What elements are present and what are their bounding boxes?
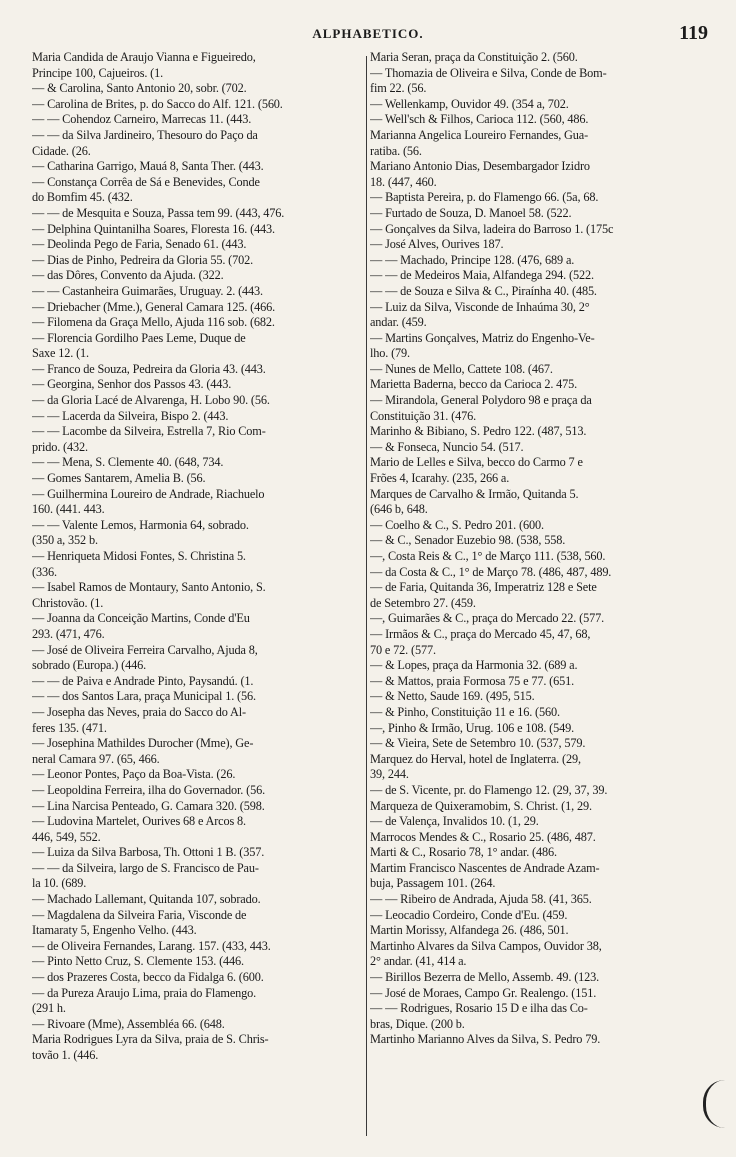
right-entry-line: — Coelho & C., S. Pedro 201. (600. [370,517,544,532]
right-entry-line: Frões 4, Icarahy. (235, 266 a. [370,471,510,486]
right-entry-line: Mario de Lelles e Silva, becco do Carmo 7 e [370,455,583,470]
left-entry-line: — — Valente Lemos, Harmonia 64, sobrado. [32,517,249,532]
right-entry-line: —, Pinho & Irmão, Urug. 106 e 108. (549. [370,720,575,735]
left-entry-line: 293. (471, 476. [32,626,105,641]
right-entry-line: — & Fonseca, Nuncio 54. (517. [370,439,524,454]
right-entry-line: — Luiz da Silva, Visconde de Inhaúma 30, 2° [370,299,590,314]
left-entry-line: — Leonor Pontes, Paço da Boa-Vista. (26. [32,767,236,782]
right-entry-line: — Wellenkamp, Ouvidor 49. (354 a, 702. [370,96,569,111]
entry-columns [32,50,710,1145]
left-entry-line: — Catharina Garrigo, Mauá 8, Santa Ther. (443. [32,159,264,174]
left-entry-line: — Dias de Pinho, Pedreira da Gloria 55. (702. [32,252,254,267]
left-entry-line: neral Camara 97. (65, 466. [32,751,160,766]
right-entry-line: 39, 244. [370,767,409,782]
right-entry-line: buja, Passagem 101. (264. [370,876,496,891]
left-entry-line: Maria Rodrigues Lyra da Silva, praia de S. Chris- [32,1032,269,1047]
left-entry-line: — Deolinda Pego de Faria, Senado 61. (443. [32,237,247,252]
right-entry-line: — de S. Vicente, pr. do Flamengo 12. (29, 37, 39. [370,782,608,797]
left-entry-line: Cidade. (26. [32,143,91,158]
left-entry-line: — Josepha das Neves, praia do Sacco do Al- [32,704,246,719]
right-entry-line: Marianna Angelica Loureiro Fernandes, Gua- [370,127,589,142]
left-entry-line: — Gomes Santarem, Amelia B. (56. [32,471,206,486]
left-entry-line: (336. [32,564,57,579]
column-divider [366,56,367,1136]
left-entry-line: (291 h. [32,1001,66,1016]
left-entry-line: — Rivoare (Mme), Assembléa 66. (648. [32,1016,225,1031]
left-entry-line: 446, 549, 552. [32,829,101,844]
left-column [32,50,364,1064]
right-column [370,50,710,1048]
left-entry-line: sobrado (Europa.) (446. [32,658,147,673]
right-entry-line: — & C., Senador Euzebio 98. (538, 558. [370,533,566,548]
right-entry-line: bras, Dique. (200 b. [370,1016,465,1031]
right-entry-line: — Furtado de Souza, D. Manoel 58. (522. [370,205,572,220]
left-entry-line: prido. (432. [32,439,88,454]
right-entry-line: — Martins Gonçalves, Matriz do Engenho-Ve- [370,330,595,345]
right-entry-line: Marqueza de Quixeramobim, S. Christ. (1, 29. [370,798,592,813]
right-entry-line: — — Rodrigues, Rosario 15 D e ilha das Co- [370,1001,588,1016]
left-entry-line: — da Gloria Lacé de Alvarenga, H. Lobo 90. (56. [32,393,270,408]
right-entry-line: — de Faria, Quitanda 36, Imperatriz 128 e Sete [370,580,597,595]
left-entry-line: 160. (441. 443. [32,502,105,517]
left-entry-line: — — Lacombe da Silveira, Estrella 7, Rio Com- [32,424,266,439]
left-entry-line: — — de Mesquita e Souza, Passa tem 99. (443, 476. [32,205,285,220]
left-entry-line: — Isabel Ramos de Montaury, Santo Antonio, S. [32,580,266,595]
right-entry-line: Marques de Carvalho & Irmão, Quitanda 5. [370,486,579,501]
left-entry-line: — Guilhermina Loureiro de Andrade, Riachuelo [32,486,265,501]
left-entry-line: — Machado Lallemant, Quitanda 107, sobrado. [32,892,261,907]
right-entry-line: —, Guimarães & C., praça do Mercado 22. (577. [370,611,604,626]
left-entry-line: do Bomfim 45. (432. [32,190,133,205]
right-entry-line: Martinho Marianno Alves da Silva, S. Pedro 79. [370,1032,601,1047]
right-entry-line: — & Netto, Saude 169. (495, 515. [370,689,535,704]
right-entry-line: Mariano Antonio Dias, Desembargador Izidro [370,159,590,174]
right-entry-line: Martin Morissy, Alfandega 26. (486, 501. [370,923,569,938]
right-entry-line: — & Mattos, praia Formosa 75 e 77. (651. [370,673,575,688]
right-entry-line: — — de Souza e Silva & C., Piraínha 40. (485. [370,283,597,298]
left-entry-line: — Carolina de Brites, p. do Sacco do Alf. 121. (560. [32,96,283,111]
left-entry-line: — — da Silva Jardineiro, Thesouro do Paço da [32,127,258,142]
right-entry-line: — José de Moraes, Campo Gr. Realengo. (151. [370,985,597,1000]
left-entry-line: — Lina Narcisa Penteado, G. Camara 320. (598. [32,798,265,813]
left-entry-line: — Filomena da Graça Mello, Ajuda 116 sob. (682. [32,315,275,330]
left-entry-line: — — Lacerda da Silveira, Bispo 2. (443. [32,408,229,423]
right-entry-line: 18. (447, 460. [370,174,437,189]
left-entry-line: — Delphina Quintanilha Soares, Floresta 16. (443. [32,221,275,236]
left-entry-line: feres 135. (471. [32,720,107,735]
right-entry-line: — Thomazia de Oliveira e Silva, Conde de Bom- [370,65,607,80]
left-entry-line: — Henriqueta Midosi Fontes, S. Christina 5. [32,549,246,563]
left-entry-line: — — Castanheira Guimarães, Uruguay. 2. (443. [32,283,263,298]
right-entry-line: Martinho Alvares da Silva Campos, Ouvidor 38, [370,938,602,953]
left-entry-line: — — de Paiva e Andrade Pinto, Paysandú. (1. [32,673,254,688]
left-entry-line: (350 a, 352 b. [32,533,98,548]
left-entry-line: — Magdalena da Silveira Faria, Visconde de [32,907,247,922]
right-entry-line: Constituição 31. (476. [370,408,476,423]
right-entry-line: — José Alves, Ourives 187. [370,237,504,252]
left-entry-line: — da Pureza Araujo Lima, praia do Flamengo. [32,985,257,1000]
right-entry-line: Marrocos Mendes & C., Rosario 25. (486, 487. [370,829,596,844]
left-entry-line: — José de Oliveira Ferreira Carvalho, Ajuda 8, [32,642,258,657]
left-entry-line: — — da Silveira, largo de S. Francisco de Pau- [32,860,259,875]
page-number: 119 [679,22,708,44]
running-title: ALPHABETICO. [312,26,424,41]
left-entry-line: Saxe 12. (1. [32,346,89,361]
left-entry-line: — Florencia Gordilho Paes Leme, Duque de [32,330,246,345]
left-entry-line: — dos Prazeres Costa, becco da Fidalga 6. (600. [32,970,264,985]
right-entry-line: — Baptista Pereira, p. do Flamengo 66. (5a, 68. [370,190,599,205]
right-entry-line: — & Vieira, Sete de Setembro 10. (537, 579. [370,736,586,751]
left-entry-line: Maria Candida de Araujo Vianna e Figueiredo, [32,50,256,64]
left-entry-line: — Georgina, Senhor dos Passos 43. (443. [32,377,232,392]
right-entry-line: Marti & C., Rosario 78, 1° andar. (486. [370,845,557,860]
right-entry-line: Martim Francisco Nascentes de Andrade Azam- [370,860,600,875]
left-entry-line: — & Carolina, Santo Antonio 20, sobr. (702. [32,81,247,96]
right-entry-line: — Irmãos & C., praça do Mercado 45, 47, 68, [370,626,591,641]
right-entry-line: — da Costa & C., 1° de Março 78. (486, 487, 489. [370,564,612,579]
left-entry-line: — Pinto Netto Cruz, S. Clemente 153. (446. [32,954,244,969]
left-entry-line: — Constança Corrêa de Sá e Benevides, Conde [32,174,260,189]
right-entry-line: — Mirandola, General Polydoro 98 e praça da [370,393,592,408]
right-entry-line: — Leocadio Cordeiro, Conde d'Eu. (459. [370,907,568,922]
left-entry-line: Christovão. (1. [32,595,104,610]
right-entry-line: — — Machado, Principe 128. (476, 689 a. [370,252,575,267]
right-entry-line: 2° andar. (41, 414 a. [370,954,467,969]
right-entry-line: — Nunes de Mello, Cattete 108. (467. [370,361,553,376]
left-entry-line: tovão 1. (446. [32,1048,99,1062]
right-entry-line: andar. (459. [370,315,427,330]
page-header [0,22,736,48]
left-entry-line: Principe 100, Cajueiros. (1. [32,65,164,80]
right-entry-line: —, Costa Reis & C., 1° de Março 111. (538, 560. [370,549,606,563]
right-entry-line: — de Valença, Invalidos 10. (1, 29. [370,814,539,829]
left-entry-line: — Leopoldina Ferreira, ilha do Governador. (56. [32,782,266,797]
right-entry-line: — Well'sch & Filhos, Carioca 112. (560, 486. [370,112,589,127]
left-entry-line: — — Mena, S. Clemente 40. (648, 734. [32,455,224,470]
right-entry-line: de Setembro 27. (459. [370,595,476,610]
left-entry-line: — das Dôres, Convento da Ajuda. (322. [32,268,224,283]
left-entry-line: Itamaraty 5, Engenho Velho. (443. [32,923,197,938]
right-entry-line: Marietta Baderna, becco da Carioca 2. 475. [370,377,578,392]
left-entry-line: la 10. (689. [32,876,87,891]
right-entry-line: — & Pinho, Constituição 11 e 16. (560. [370,704,560,719]
left-entry-line: — — dos Santos Lara, praça Municipal 1. (56. [32,689,256,704]
right-entry-line: fim 22. (56. [370,81,427,96]
left-entry-line: — Luiza da Silva Barbosa, Th. Ottoni 1 B. (357. [32,845,265,860]
left-entry-line: — — Cohendoz Carneiro, Marrecas 11. (443. [32,112,252,127]
right-entry-line: ratiba. (56. [370,143,422,158]
left-entry-line: — de Oliveira Fernandes, Larang. 157. (433, 443. [32,938,271,953]
right-entry-line: lho. (79. [370,346,410,361]
left-entry-line: — Driebacher (Mme.), General Camara 125. (466. [32,299,276,314]
right-entry-line: (646 b, 648. [370,502,428,517]
right-entry-line: Marinho & Bibiano, S. Pedro 122. (487, 513. [370,424,587,439]
left-entry-line: — Joanna da Conceição Martins, Conde d'Eu [32,611,250,626]
left-entry-line: — Franco de Souza, Pedreira da Gloria 43. (443. [32,361,266,376]
right-entry-line: — — Ribeiro de Andrada, Ajuda 58. (41, 365. [370,892,592,907]
left-entry-line: — Ludovina Martelet, Ourives 68 e Arcos 8. [32,814,246,829]
right-entry-line: — & Lopes, praça da Harmonia 32. (689 a. [370,658,578,673]
left-entry-line: — Josephina Mathildes Durocher (Mme), Ge- [32,736,254,751]
right-entry-line: — Gonçalves da Silva, ladeira do Barroso 1. (175c [370,221,614,236]
right-entry-line: — Birillos Bezerra de Mello, Assemb. 49. (123. [370,970,600,985]
right-entry-line: Maria Seran, praça da Constituição 2. (560. [370,50,578,64]
right-entry-line: — — de Medeiros Maia, Alfandega 294. (522. [370,268,594,283]
right-entry-line: 70 e 72. (577. [370,642,436,657]
right-entry-line: Marquez do Herval, hotel de Inglaterra. (29, [370,751,581,766]
